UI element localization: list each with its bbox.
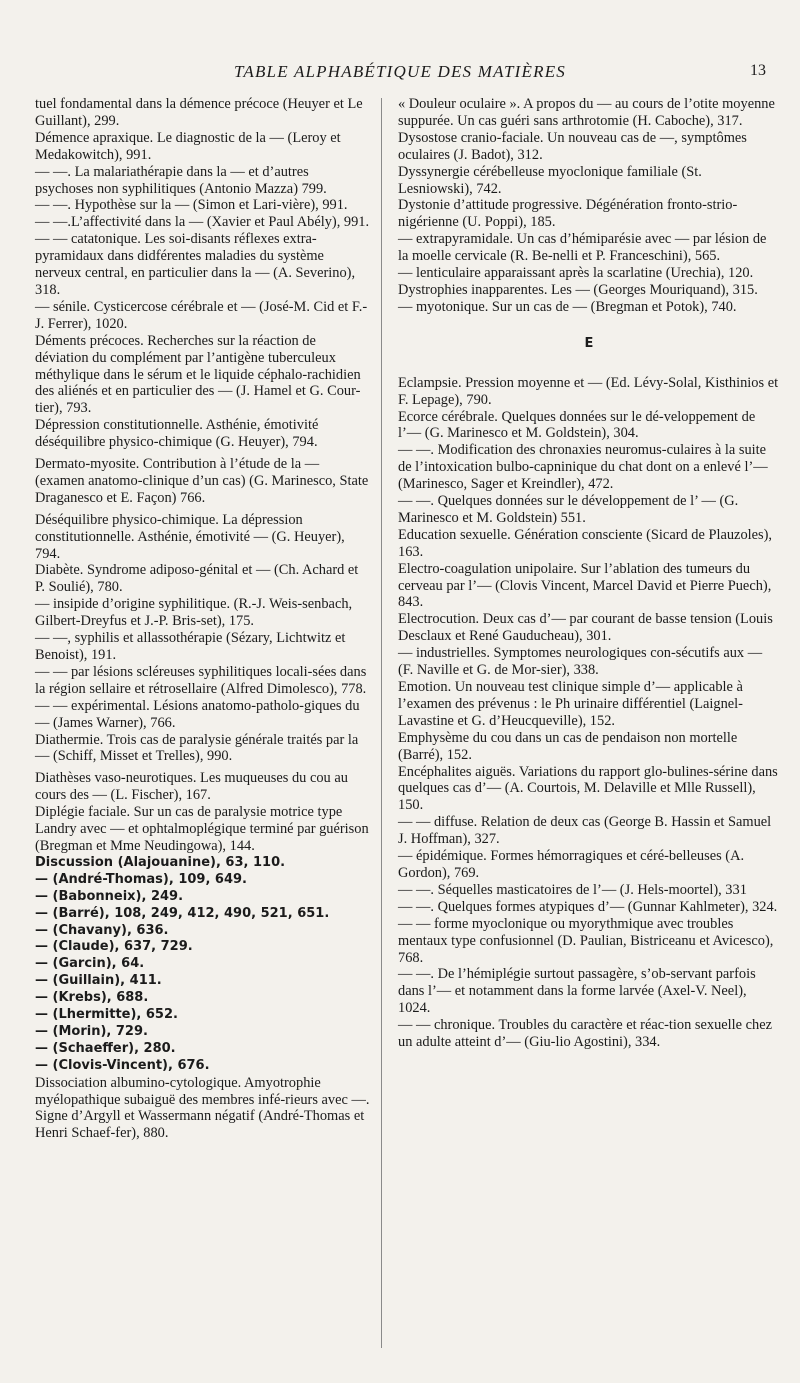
index-entry	[35, 1024, 370, 1041]
index-entry	[35, 333, 370, 418]
index-entry	[35, 231, 370, 299]
entry-text: Discussion (Alajouanine), 63, 110.	[35, 854, 286, 870]
index-entry	[35, 1058, 370, 1075]
entry-text: — (Krebs), 688.	[35, 990, 149, 1006]
index-entry	[398, 645, 780, 679]
page-number: 13	[750, 62, 766, 79]
entry-text: — (Lhermitte), 652.	[35, 1007, 178, 1023]
entry-text: — — chronique. Troubles du caractère et réac-tion sexuelle chez un adulte atteint d’— (Giu-lio Agostini), 334.	[398, 1017, 773, 1051]
entry-text: Dépression constitutionnelle. Asthénie, émotivité déséquilibre physico-chimique (G. Heuyer), 794.	[35, 417, 319, 451]
entry-text: Dissociation albumino-cytologique. Amyotrophie myélopathique subaiguë des membres infé-rieurs avec —. Signe d’Argyll et Wassermann négatif (André-Thomas et Henri Schaef-fer), 880.	[35, 1074, 370, 1142]
entry-text: — extrapyramidale. Un cas d’hémiparésie avec — par lésion de la moelle cervicale (R. Be-nelli et P. Franceschini), 565.	[398, 231, 767, 265]
index-entry	[35, 939, 370, 956]
entry-text: Emphysème du cou dans un cas de pendaison non mortelle (Barré), 152.	[398, 729, 738, 763]
entry-text: — —. Séquelles masticatoires de l’— (J. Hels-moortel), 331	[398, 881, 747, 898]
index-entry	[35, 214, 370, 231]
index-entry	[398, 130, 780, 164]
index-entry	[35, 770, 370, 804]
entry-text: — —. De l’hémiplégie surtout passagère, s’ob-servant parfois dans l’— et notamment dans la forme larvée (Axel-V. Neel), 1024.	[398, 966, 756, 1017]
index-entry	[35, 698, 370, 732]
index-entry	[398, 679, 780, 730]
entry-text: Dystonie d’attitude progressive. Dégénération fronto-strio-nigérienne (U. Poppi), 185.	[398, 197, 738, 231]
index-entry	[35, 596, 370, 630]
index-entry	[35, 889, 370, 906]
index-entry	[398, 197, 780, 231]
index-entry	[398, 299, 780, 316]
column-divider	[381, 98, 382, 1348]
entry-text: — (Babonneix), 249.	[35, 888, 184, 904]
index-entry	[35, 804, 370, 855]
entry-text: Eclampsie. Pression moyenne et — (Ed. Lévy-Solal, Kisthinios et F. Lepage), 790.	[398, 374, 779, 408]
index-entry	[398, 164, 780, 198]
index-entry	[35, 1007, 370, 1024]
index-entry	[398, 442, 780, 493]
entry-text: Diplégie faciale. Sur un cas de paralysie motrice type Landry avec — et ophtalmoplégique terminé par guérison (Bregman et Mme Neudingowa), 144.	[35, 804, 369, 854]
index-entry	[35, 130, 370, 164]
index-entry	[35, 855, 370, 872]
entry-text: — —. Hypothèse sur la — (Simon et Lari-vière), 991.	[35, 197, 348, 214]
entry-text: — épidémique. Formes hémorragiques et céré-belleuses (A. Gordon), 769.	[398, 848, 745, 881]
index-entry	[398, 966, 780, 1017]
entry-text: — insipide d’origine syphilitique. (R.-J. Weis-senbach, Gilbert-Dreyfus et J.-P. Bris-set), 175.	[35, 596, 353, 630]
entry-text: Déséquilibre physico-chimique. La dépression constitutionnelle. Asthénie, émotivité — (G. Heuyer), 794.	[35, 511, 345, 562]
index-entry	[35, 906, 370, 923]
index-entry	[398, 1017, 780, 1051]
index-entry	[398, 730, 780, 764]
index-entry	[35, 96, 370, 130]
entry-text: — industrielles. Symptomes neurologiques con-sécutifs aux — (F. Naville et G. de Mor-sier), 338.	[398, 645, 763, 679]
index-entry	[35, 732, 370, 766]
index-entry	[35, 1041, 370, 1058]
index-entry	[35, 973, 370, 990]
entry-text: Emotion. Un nouveau test clinique simple d’— applicable à l’examen des prévenus : le Ph urinaire différentiel (Laignel-Lavastine et G. d’Heucqueville), 152.	[398, 679, 743, 729]
index-entry	[35, 956, 370, 973]
index-entry	[398, 231, 780, 265]
left-column	[35, 96, 370, 1142]
entry-text: Dermato-myosite. Contribution à l’étude de la — (examen anatomo-clinique d’un cas) (G. Marinesco, State Draganesco et E. Façon) 766.	[35, 456, 369, 506]
index-entry	[35, 630, 370, 664]
entry-text: — (Barré), 108, 249, 412, 490, 521, 651.	[35, 905, 330, 921]
entry-text: Electrocution. Deux cas d’— par courant de basse tension (Louis Desclaux et René Gauducheau), 301.	[398, 611, 773, 645]
entry-text: — — par lésions scléreuses syphilitiques locali-sées dans la région sellaire et rétrosellaire (Alfred Dimolesco), 778.	[35, 663, 367, 697]
entry-text: — —, syphilis et allassothérapie (Sézary, Lichtwitz et Benoist), 191.	[35, 630, 346, 663]
running-title: TABLE ALPHABÉTIQUE DES MATIÈRES	[234, 62, 566, 81]
entry-text: — —. Modification des chronaxies neuromus-culaires à la suite de l’intoxication bulbo-capninique du chat dont on a enlevé l’— (Marinesco, Sager et Kreindler), 472.	[398, 442, 768, 493]
entry-text: — — expérimental. Lésions anatomo-patholo-giques du — (James Warner), 766.	[35, 697, 360, 731]
entry-text: Dyssynergie cérébelleuse myoclonique familiale (St. Lesniowski), 742.	[398, 163, 702, 197]
index-entry	[35, 456, 370, 507]
index-entry	[35, 512, 370, 563]
index-entry	[398, 409, 780, 443]
index-entry	[35, 1075, 370, 1143]
entry-text: — — forme myoclonique ou myorythmique avec troubles mentaux type confusionnel (D. Paulian, Bistriceanu et Avicesco), 768.	[398, 915, 774, 966]
index-entry	[398, 561, 780, 612]
index-entry	[35, 164, 370, 198]
entry-text: Encéphalites aiguës. Variations du rapport glo-bulines-sérine dans quelques cas d’— (A. Courtois, M. Delaville et Mlle Russell), 150.	[398, 763, 778, 814]
entry-text: — myotonique. Sur un cas de — (Bregman et Potok), 740.	[398, 298, 737, 315]
index-entry	[35, 664, 370, 698]
index-entry	[35, 923, 370, 940]
index-entry	[35, 299, 370, 333]
entry-text: — (Clovis-Vincent), 676.	[35, 1057, 210, 1073]
running-header	[0, 62, 800, 88]
entry-text: Démence apraxique. Le diagnostic de la — (Leroy et Medakowitch), 991.	[35, 129, 341, 163]
index-entry	[35, 990, 370, 1007]
entry-text: Education sexuelle. Génération consciente (Sicard de Plauzoles), 163.	[398, 526, 773, 560]
entry-text: tuel fondamental dans la démence précoce (Heuyer et Le Guillant), 299.	[35, 96, 363, 129]
index-entry	[35, 417, 370, 451]
index-entry	[398, 96, 780, 130]
entry-text: — (Chavany), 636.	[35, 922, 169, 938]
entry-text: — (Guillain), 411.	[35, 973, 162, 989]
entry-text: — —. La malariathérapie dans la — et d’autres psychoses non syphilitiques (Antonio Mazza) 799.	[35, 163, 327, 197]
entry-text: — sénile. Cysticercose cérébrale et — (José-M. Cid et F.-J. Ferrer), 1020.	[35, 298, 368, 332]
entry-text: Electro-coagulation unipolaire. Sur l’ablation des tumeurs du cerveau par l’— (Clovis Vincent, Marcel David et Pierre Puech), 843.	[398, 560, 772, 611]
entry-text: — —. Quelques données sur le développement de l’ — (G. Marinesco et M. Goldstein) 551.	[398, 493, 739, 526]
entry-text: Ecorce cérébrale. Quelques données sur le dé-veloppement de l’— (G. Marinesco et M. Goldstein), 304.	[398, 408, 756, 442]
entry-text: Diathermie. Trois cas de paralysie générale traités par la — (Schiff, Misset et Trelles), 990.	[35, 731, 359, 765]
entry-text: — (Schaeffer), 280.	[35, 1040, 176, 1056]
index-entry	[398, 814, 780, 848]
right-column	[398, 96, 780, 1051]
index-entry	[398, 265, 780, 282]
index-entry	[35, 197, 370, 214]
index-entry	[35, 562, 370, 596]
index-entry	[398, 899, 780, 916]
entry-text: Diabète. Syndrome adiposo-génital et — (Ch. Achard et P. Soulié), 780.	[35, 562, 359, 596]
index-entry	[398, 527, 780, 561]
entry-text: Dystrophies inapparentes. Les — (Georges Mouriquand), 315.	[398, 281, 758, 298]
entry-text: — — diffuse. Relation de deux cas (George B. Hassin et Samuel J. Hoffman), 327.	[398, 814, 772, 848]
entry-text: Déments précoces. Recherches sur la réaction de déviation du complément par l’antigène tuberculeux méthylique dans le sérum et le liquide céphalo-rachidien des aliénés et en particulier des — (J. Hamel et G. Cour-tier), 793.	[35, 332, 361, 417]
entry-text: — (André-Thomas), 109, 649.	[35, 871, 247, 887]
entry-text: « Douleur oculaire ». A propos du — au cours de l’otite moyenne suppurée. Un cas guéri sans arthrotomie (H. Caboche), 317.	[398, 96, 775, 129]
index-entry	[398, 493, 780, 527]
index-entry	[398, 882, 780, 899]
entry-text: Diathèses vaso-neurotiques. Les muqueuses du cou au cours des — (L. Fischer), 167.	[35, 770, 348, 804]
index-entry	[398, 764, 780, 815]
index-entry	[398, 848, 780, 882]
index-entry	[398, 916, 780, 967]
entry-text: — —. Quelques formes atypiques d’— (Gunnar Kahlmeter), 324.	[398, 898, 778, 915]
entry-text: Dysostose cranio-faciale. Un nouveau cas de —, symptômes oculaires (J. Badot), 312.	[398, 129, 747, 163]
entry-text: — (Garcin), 64.	[35, 956, 145, 972]
entry-text: — lenticulaire apparaissant après la scarlatine (Urechia), 120.	[398, 265, 754, 282]
entry-text: — (Morin), 729.	[35, 1023, 148, 1039]
index-entry	[35, 872, 370, 889]
index-entry	[398, 611, 780, 645]
index-entry	[398, 375, 780, 409]
entry-text: — —.L’affectivité dans la — (Xavier et Paul Abély), 991.	[35, 214, 370, 231]
entry-text: — (Claude), 637, 729.	[35, 939, 193, 955]
section-letter: E	[584, 335, 594, 351]
entry-text: — — catatonique. Les soi-disants réflexes extra-pyramidaux dans didférentes maladies du système nerveux central, en particulier dans la — (A. Severino), 318.	[35, 231, 356, 298]
index-entry	[398, 282, 780, 299]
